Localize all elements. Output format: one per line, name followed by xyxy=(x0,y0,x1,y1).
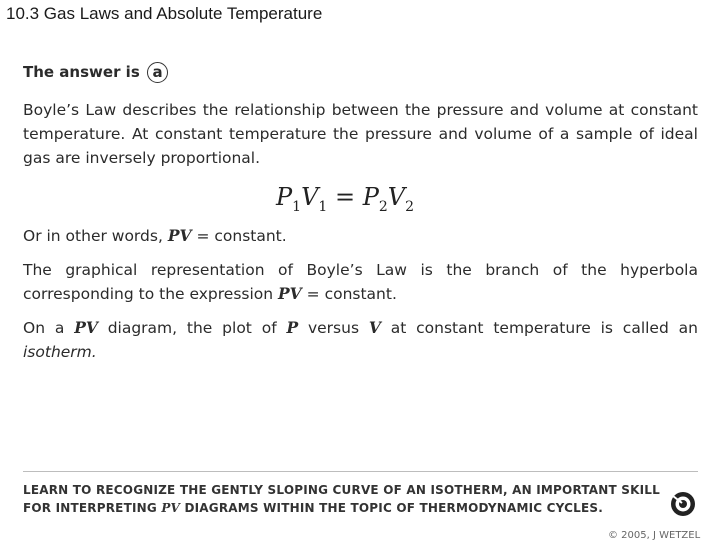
v-term: V xyxy=(368,318,381,337)
slide-title: 10.3 Gas Laws and Absolute Temperature xyxy=(6,4,323,23)
copyright: © 2005, J WETZEL xyxy=(608,530,701,541)
p-term: P xyxy=(286,318,299,337)
pv-term: PV xyxy=(278,284,302,303)
boyle-paragraph: Boyle’s Law describes the relationship between the pressure and volume at constant temperature. At constant temperature the pressure and volume of a sample of ideal gas are inversely proportional. xyxy=(23,101,698,167)
answer-prefix: The answer is xyxy=(23,63,140,81)
answer-circle: a xyxy=(147,62,168,83)
answer-line xyxy=(23,60,698,84)
boyle-equation: $P_1V_1 = P_2V_2$ xyxy=(276,183,415,215)
graphical-paragraph: The graphical representation of Boyle’s Law is the branch of the hyperbola corresponding to the expression PV = constant. xyxy=(23,261,698,303)
other-words-paragraph: Or in other words, PV = constant. xyxy=(23,226,287,245)
tip-text: LEARN TO RECOGNIZE THE GENTLY SLOPING CURVE OF AN ISOTHERM, AN IMPORTANT SKILL FOR INTERPRETING PV DIAGRAMS WITHIN THE TOPIC OF THERMODYNAMIC CYCLES. xyxy=(23,483,660,515)
pv-term: PV xyxy=(74,318,98,337)
target-icon xyxy=(669,490,697,518)
isotherm-term: isotherm. xyxy=(23,343,97,361)
divider xyxy=(23,471,698,472)
pv-term: PV xyxy=(167,226,192,245)
isotherm-paragraph: On a PV diagram, the plot of P versus V at constant temperature is called an isotherm. xyxy=(23,318,698,361)
pv-term: PV xyxy=(161,501,181,515)
